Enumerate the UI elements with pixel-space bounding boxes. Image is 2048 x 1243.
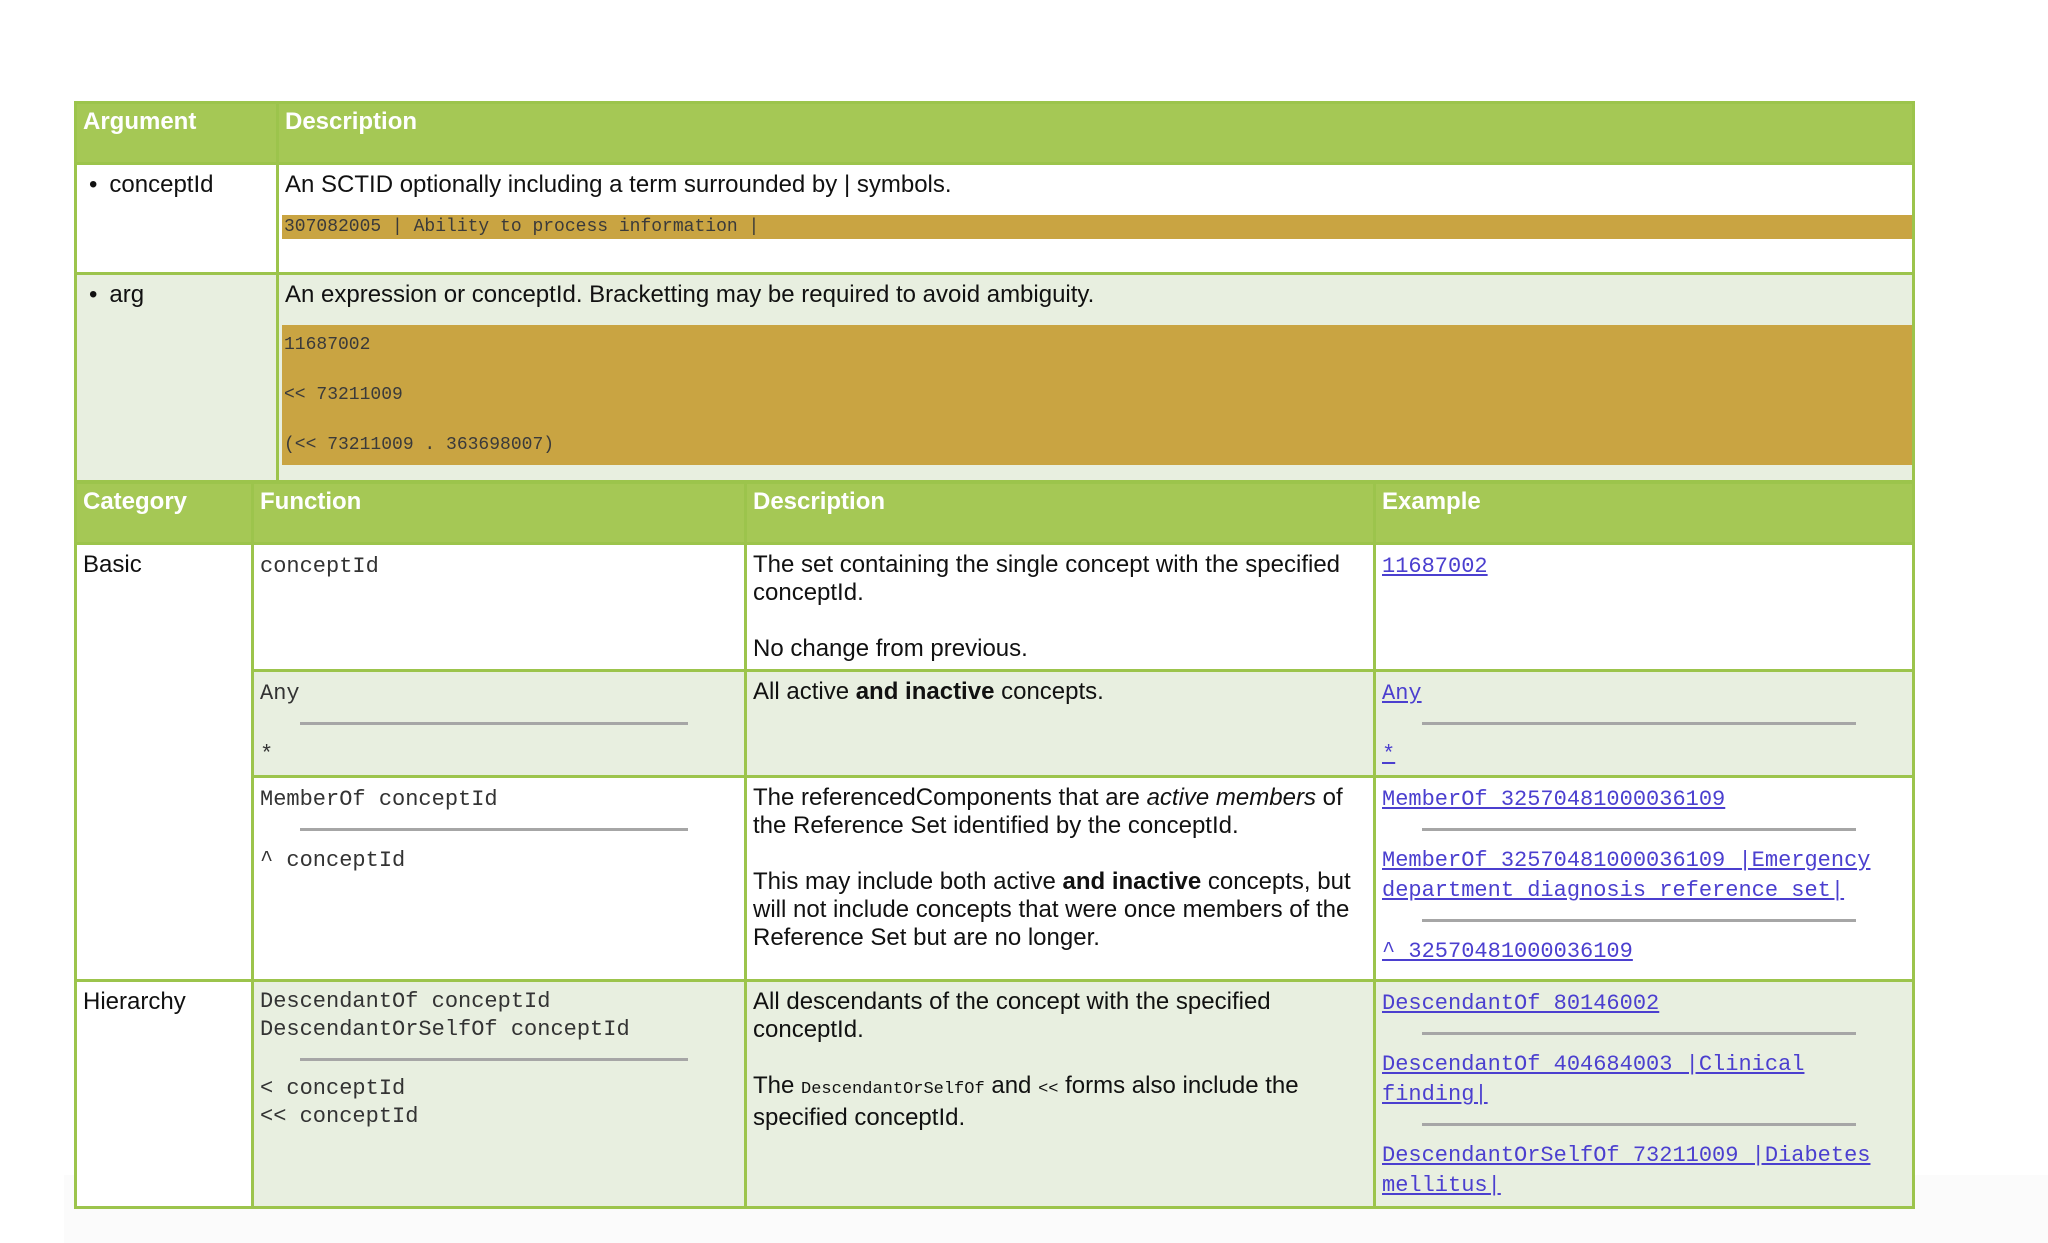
separator-line xyxy=(300,1058,688,1061)
header-category: Category xyxy=(76,483,253,544)
header-description: Description xyxy=(746,483,1375,544)
description-text xyxy=(753,678,1367,706)
text-run: All active xyxy=(753,678,856,705)
function-cell xyxy=(253,544,746,671)
description-text: All descendants of the concept with the specified conceptId. xyxy=(753,988,1271,1043)
text-run: concepts. xyxy=(994,678,1104,705)
function-syntax: * xyxy=(260,742,274,767)
function-description-cell xyxy=(746,777,1375,981)
argument-description: An expression or conceptId. Bracketting may be required to avoid ambiguity. xyxy=(285,281,1095,308)
description-text xyxy=(753,784,1367,840)
code-line: 307082005 | Ability to process information | xyxy=(284,217,760,237)
function-syntax: MemberOf conceptId xyxy=(260,787,498,812)
text-bold: and inactive xyxy=(855,678,995,705)
code-line: << 73211009 xyxy=(284,385,403,405)
example-link[interactable]: 11687002 xyxy=(1382,554,1488,579)
example-link[interactable]: ^ 32570481000036109 xyxy=(1382,939,1633,964)
description-text: The set containing the single concept with the specified conceptId. xyxy=(753,551,1341,606)
function-row-any xyxy=(76,671,1914,777)
function-syntax: conceptId xyxy=(260,554,379,579)
text-run: The xyxy=(753,1072,802,1099)
text-run: The referencedComponents that are xyxy=(753,784,1147,811)
text-run: and xyxy=(984,1072,1039,1099)
argument-description: An SCTID optionally including a term surrounded by | symbols. xyxy=(285,171,952,198)
argument-cell xyxy=(76,164,278,274)
description-text xyxy=(753,1072,1367,1132)
function-description-cell xyxy=(746,544,1375,671)
text-run: of the Reference Set identified by the conceptId. xyxy=(753,784,1343,839)
function-syntax: ^ conceptId xyxy=(260,848,406,873)
argument-cell xyxy=(76,274,278,482)
text-bold: and inactive xyxy=(1062,868,1202,895)
separator-line xyxy=(1422,828,1856,831)
description-text xyxy=(753,868,1367,952)
function-description-cell xyxy=(746,981,1375,1208)
example-cell xyxy=(1375,981,1914,1208)
function-syntax: Any xyxy=(260,681,300,706)
function-row-descendantof xyxy=(76,981,1914,1208)
function-description-cell xyxy=(746,671,1375,777)
header-example: Example xyxy=(1375,483,1914,544)
example-link[interactable]: Any xyxy=(1382,681,1422,706)
separator-line xyxy=(1422,722,1856,725)
example-link[interactable]: MemberOf 32570481000036109 |Emergency department diagnosis reference set| xyxy=(1382,848,1871,903)
function-cell xyxy=(253,671,746,777)
argument-row-arg xyxy=(76,274,1914,482)
example-cell xyxy=(1375,777,1914,981)
header-argument: Argument xyxy=(76,103,278,164)
text-run: This may include both active xyxy=(753,868,1063,895)
code-line: 11687002 xyxy=(284,335,371,355)
text-run: forms also include the specified conceptId. xyxy=(753,1072,1299,1131)
code-block xyxy=(282,325,1915,465)
function-syntax: DescendantOf conceptId xyxy=(260,989,551,1014)
function-row-memberof xyxy=(76,777,1914,981)
argument-name: • conceptId xyxy=(83,171,213,198)
example-cell xyxy=(1375,671,1914,777)
example-cell xyxy=(1375,544,1914,671)
function-syntax: < conceptId xyxy=(260,1076,406,1101)
arguments-table xyxy=(74,101,1915,483)
functions-table xyxy=(74,481,1915,1209)
separator-line xyxy=(300,828,688,831)
text-run: concepts, but will not include concepts that were once members of the Reference Set but are no longer. xyxy=(753,868,1351,951)
description-cell xyxy=(278,164,1914,274)
example-link[interactable]: * xyxy=(1382,742,1396,767)
inline-code: DescendantOrSelfOf xyxy=(801,1080,985,1099)
header-description: Description xyxy=(278,103,1914,164)
argument-row-conceptid xyxy=(76,164,1914,274)
arguments-header-row xyxy=(76,103,1914,164)
function-cell xyxy=(253,777,746,981)
separator-line xyxy=(1422,919,1856,922)
header-function: Function xyxy=(253,483,746,544)
function-row-conceptid xyxy=(76,544,1914,671)
function-cell xyxy=(253,981,746,1208)
example-link[interactable]: DescendantOf 80146002 xyxy=(1382,991,1660,1016)
description-cell xyxy=(278,274,1914,482)
example-link[interactable]: MemberOf 32570481000036109 xyxy=(1382,787,1726,812)
separator-line xyxy=(1422,1123,1856,1126)
code-line: (<< 73211009 . 363698007) xyxy=(284,435,555,455)
category-hierarchy: Hierarchy xyxy=(76,981,253,1208)
description-text: No change from previous. xyxy=(753,635,1028,662)
text-italic: active members xyxy=(1146,784,1316,811)
category-basic: Basic xyxy=(76,544,253,981)
separator-line xyxy=(300,722,688,725)
example-link[interactable]: DescendantOf 404684003 |Clinical finding| xyxy=(1382,1052,1805,1107)
inline-code: << xyxy=(1038,1080,1059,1099)
code-block xyxy=(282,215,1915,239)
functions-header-row xyxy=(76,483,1914,544)
function-syntax: << conceptId xyxy=(260,1104,419,1129)
argument-name: • arg xyxy=(83,281,144,308)
example-link[interactable]: DescendantOrSelfOf 73211009 |Diabetes mellitus| xyxy=(1382,1143,1871,1198)
separator-line xyxy=(1422,1032,1856,1035)
function-syntax: DescendantOrSelfOf conceptId xyxy=(260,1017,630,1042)
